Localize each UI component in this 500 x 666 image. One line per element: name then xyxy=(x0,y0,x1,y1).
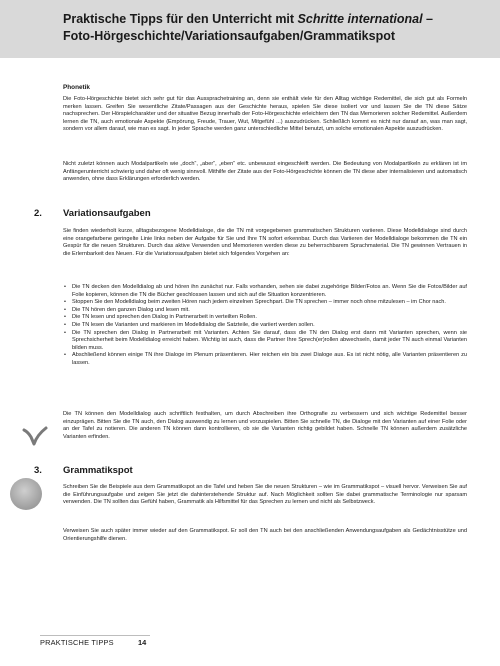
section-2-intro: Sie finden wiederholt kurze, alltagsbezogene Modelldialoge, die die TN mit vorgegebenen grammatischen Strukturen variieren. Diese Modelldialoge sind durch eine orangefarbene geringelte Linie links neben der Aufgabe für Sie und Ihre TN sofort erkennbar. Durch das Variieren der Modelldialoge bekommen die TN ein Gespür für die neuen Strukturen. Durch das aktive Verwenden und Memorieren werden diese zu beherrschbarem Sprachmaterial. Die TN gewinnen Vertrauen in die Erlernbarkeit des Neuen. Für die Variationsaufgaben bietet sich folgendes Vorgehen an: xyxy=(63,228,467,257)
list-item: • Die TN lesen die Varianten und markieren im Modelldialog die Satzteile, die variiert werden sollen. xyxy=(63,322,467,330)
section-3-title: Grammatikspot xyxy=(63,465,133,476)
section-2-bullet-list xyxy=(63,284,467,368)
section-3-paragraph-1: Schreiben Sie die Beispiele aus dem Grammatikspot an die Tafel und heben Sie die neuen Strukturen – wie im Grammatikspot – visuell hervor. Verweisen Sie auf die Einführungsaufgabe und zeigen Sie jetzt die dahinterstehende Struktur auf. Nach Möglichkeit sollten Sie dabei grammatische Terminologie nur sparsam verwenden. Die TN sollten das Gefühl haben, Grammatik als Hilfsmittel für das Sprechen zu lernen und nicht als Selbstzweck. xyxy=(63,484,467,506)
section-2-title: Variationsaufgaben xyxy=(63,208,151,219)
section-3-number: 3. xyxy=(34,465,42,476)
footer-divider xyxy=(40,635,150,636)
check-mark-icon xyxy=(22,425,48,447)
section-3-paragraph-2: Verweisen Sie auch später immer wieder auf den Grammatikspot. Er soll den TN auch bei den anschließenden Anwendungsaufgaben als Gedächtnisstütze und Orientierungshilfe dienen. xyxy=(63,528,467,542)
section-2-number: 2. xyxy=(34,208,42,219)
phonetik-heading: Phonetik xyxy=(63,84,90,91)
page-title-line2: Foto-Hörgeschichte/Variationsaufgaben/Grammatikspot xyxy=(63,29,396,43)
section-2-outro: Die TN können den Modelldialog auch schriftlich festhalten, um durch Abschreiben ihre Orthografie zu verbessern und sich wichtige Redemittel besser einzuprägen. Bitten Sie die TN auch, den Dialog auswendig zu lernen und vorzuspielen. Bitten Sie schnelle TN, die Dialoge mit den Varianten auf einer Folie oder an der Tafel zu notieren. Die anderen TN können dann kontrollieren, ob sie die Varianten richtig gebildet haben. Schnelle TN können außerdem zusätzliche Varianten erfinden. xyxy=(63,411,467,440)
phonetik-paragraph-1: Die Foto-Hörgeschichte bietet sich sehr gut für das Aussprachetraining an, denn sie enthält viele für den Alltag wichtige Redemittel, die sich gut als Formeln merken lassen. Greifen Sie wesentliche Zitate/Passagen aus der Geschichte heraus, spielen Sie diese isoliert vor und lassen Sie die TN diese Sätze nachsprechen. Der Hörspielcharakter und der situative Bezug innerhalb der Foto-Hörgeschichte erleichtern den TN das Memorieren solcher Redemittel. Außerdem lernen die TN, auch emotionale Aspekte (Empörung, Freude, Trauer, Wut, Mitgefühl ...) auszudrücken. Schließlich kommt es nicht nur darauf an, was man sagt, sondern vor allem darauf, wie man es sagt. In jeder Sprache werden ganz unterschiedliche Mittel benutzt, um solche emotionalen Aspekte auszudrücken. xyxy=(63,96,467,133)
list-item: • Die TN decken den Modelldialog ab und hören ihn zunächst nur. Falls vorhanden, sehen sie dabei zugehörige Bilder/Fotos an. Wenn Sie die Fotos/Bilder auf Folie kopieren, können die TN die Bücher geschlossen lassen und sich auf die Situation konzentrieren. xyxy=(63,284,467,299)
list-item: • Die TN hören den ganzen Dialog und lesen mit. xyxy=(63,307,467,315)
page-title-line1: Praktische Tipps für den Unterricht mit Schritte international – xyxy=(63,12,434,26)
footer-label: PRAKTISCHE TIPPS xyxy=(40,638,114,647)
phonetik-paragraph-2: Nicht zuletzt können auch Modalpartikeln wie „doch“, „aber“, „eben“ etc. unbewusst eingeschleift werden. Die Bedeutung von Modalpartikeln zu erklären ist im Anfängerunterricht schwierig und daher oft wenig sinnvoll. Mithilfe der Zitate aus der Foto-Hörgeschichte können die TN diese aber internalisieren und automatisch anwenden, ohne dass Erklärungen erforderlich werden. xyxy=(63,161,467,183)
grammar-spot-circle-icon xyxy=(10,478,42,510)
page-number: 14 xyxy=(138,638,147,647)
list-item: • Die TN lesen und sprechen den Dialog in Partnerarbeit in verteilten Rollen. xyxy=(63,314,467,322)
list-item: • Stoppen Sie den Modelldialog beim zweiten Hören nach jedem einzelnen Sprechpart. Die TN sprechen – immer noch ohne mitzulesen – im Chor nach. xyxy=(63,299,467,307)
page-header xyxy=(0,0,500,58)
list-item: • Abschließend können einige TN ihre Dialoge im Plenum präsentieren. Hier reichen ein bis zwei Dialoge aus. Es ist nicht nötig, alle Varianten präsentieren zu lassen. xyxy=(63,352,467,367)
list-item: • Die TN sprechen den Dialog in Partnerarbeit mit Varianten. Achten Sie darauf, dass die TN den Dialog erst dann mit Varianten sprechen, wenn sie Sprechsicherheit beim Modelldialog erreicht haben. Wichtig ist auch, dass die Partner Ihre Sprech(er)rollen abwechseln, damit jeder TN auch einmal Varianten bilden muss. xyxy=(63,330,467,353)
